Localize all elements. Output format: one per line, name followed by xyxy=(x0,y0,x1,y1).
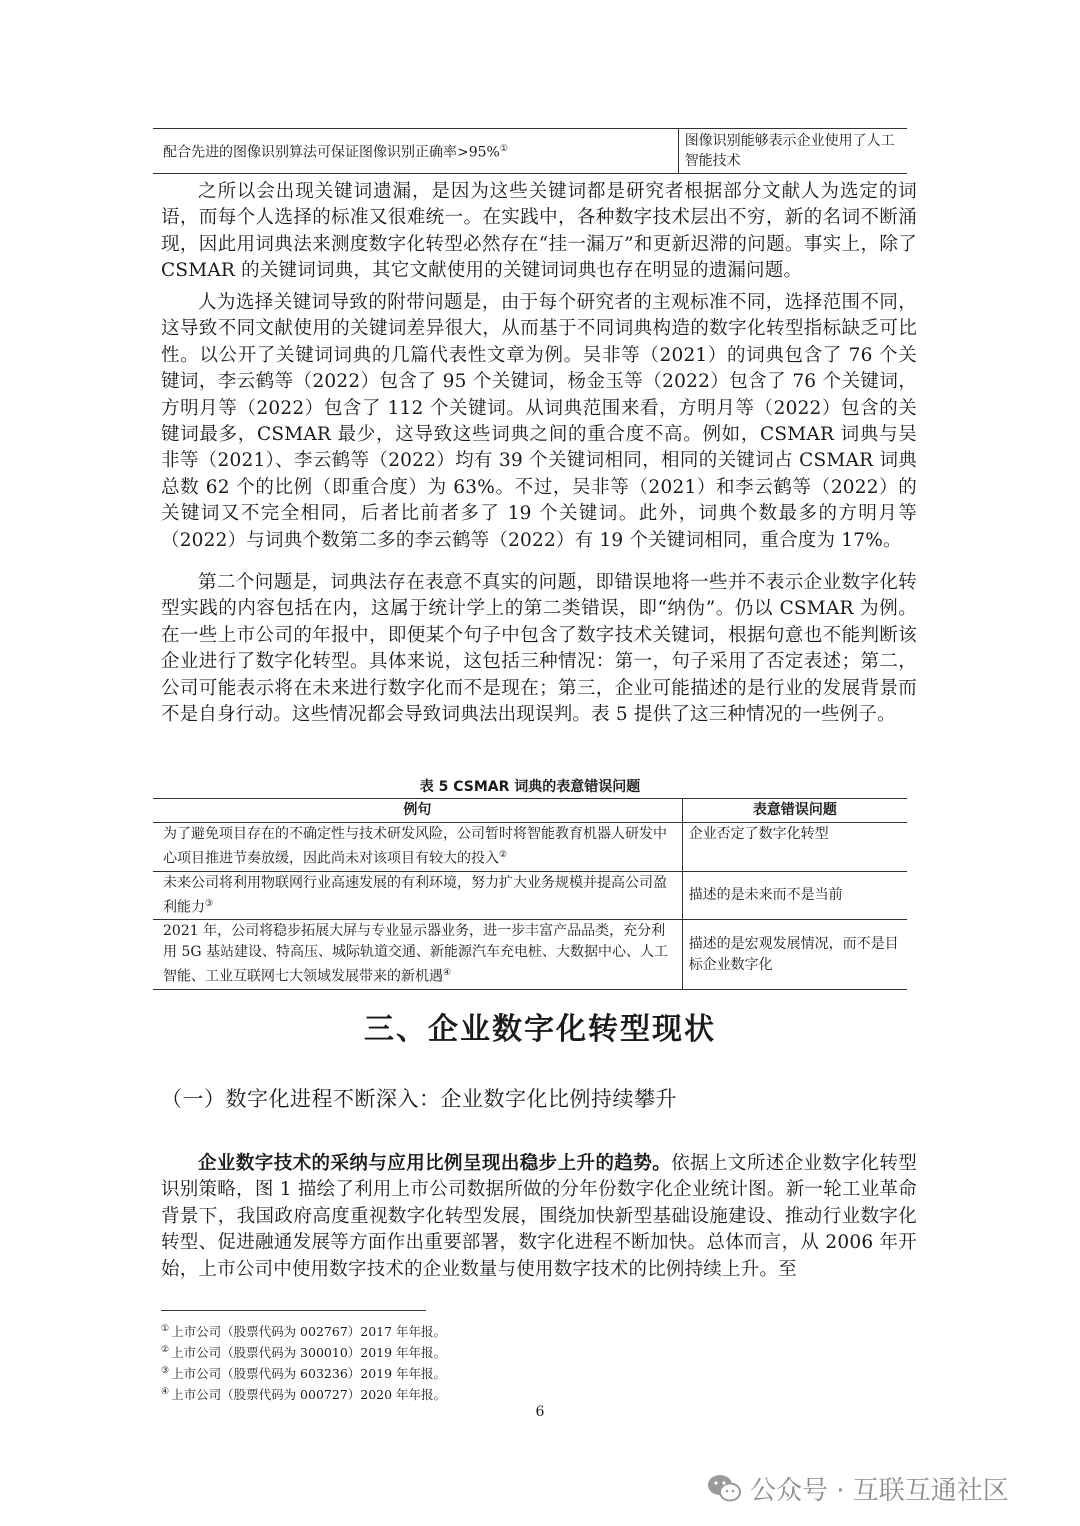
footnote-ref: ① xyxy=(499,144,508,155)
table-cell-issue: 描述的是宏观发展情况，而不是目标企业数字化 xyxy=(682,920,907,990)
footnote: ② 上市公司（股票代码为 300010）2019 年年报。 xyxy=(161,1345,447,1361)
table-cell-example: 2021 年，公司将稳步拓展大屏与专业显示器业务，进一步丰富产品品类，充分利用 5G 基站建设、特高压、城际轨道交通、新能源汽车充电桩、大数据中心、人工智能、工业互联网七大领域发展带来的新机遇④ xyxy=(153,920,682,990)
error-table xyxy=(153,798,907,990)
footnote-ref: ④ xyxy=(443,968,452,979)
table-cell-issue: 描述的是未来而不是当前 xyxy=(682,871,907,920)
table-row xyxy=(153,871,907,920)
watermark xyxy=(706,1471,1009,1505)
footnote-ref: ② xyxy=(499,850,508,860)
watermark-text: 公众号 · 互联互通社区 xyxy=(750,1475,1009,1506)
table-caption: 表 5 CSMAR 词典的表意错误问题 xyxy=(419,779,641,795)
body-paragraph: 之所以会出现关键词遗漏，是因为这些关键词都是研究者根据部分文献人为选定的词语，而每个人选择的标准又很难统一。在实践中，各种数字技术层出不穷，新的名词不断涌现，因此用词典法来测度数字化转型必然存在“挂一漏万”和更新迟滞的问题。事实上，除了 CSMAR 的关键词词典，其它文献使用的关键词词典也存在明显的遗漏问题。 xyxy=(161,181,917,282)
table-row xyxy=(153,129,907,174)
table-row xyxy=(153,920,907,990)
table-cell-example: 配合先进的图像识别算法可保证图像识别正确率>95%① xyxy=(153,129,678,174)
footnote-ref: ③ xyxy=(205,898,214,909)
table-cell-example: 未来公司将利用物联网行业高速发展的有利环境，努力扩大业务规模并提高公司盈利能力③ xyxy=(153,871,682,920)
table-cell-example: 为了避免项目存在的不确定性与技术研发风险，公司暂时将智能教育机器人研发中心项目推进节奏放缓，因此尚未对该项目有较大的投入② xyxy=(153,823,682,872)
footnote: ③ 上市公司（股票代码为 603236）2019 年年报。 xyxy=(161,1366,447,1382)
page-number: 6 xyxy=(535,1404,545,1420)
footnote: ④ 上市公司（股票代码为 000727）2020 年年报。 xyxy=(161,1387,447,1403)
body-paragraph: 人为选择关键词导致的附带问题是，由于每个研究者的主观标准不同，选择范围不同，这导致不同文献使用的关键词差异很大，从而基于不同词典构造的数字化转型指标缺乏可比性。以公开了关键词词典的几篇代表性文章为例。吴非等（2021）的词典包含了 76 个关键词，李云鹤等（2022）包含了 95 个关键词，杨金玉等（2022）包含了 76 个关键词，方明月等（2022）包含了 112 个关键词。从词典范围来看，方明月等（2022）包含的关键词最多，CSMAR 最少，这导致这些词典之间的重合度不高。例如，CSMAR 词典与吴非等（2021）、李云鹤等（2022）均有 39 个关键词相同，相同的关键词占 CSMAR 词典总数 62 个的比例（即重合度）为 63%。不过，吴非等（2021）和李云鹤等（2022）的关键词又不完全相同，后者比前者多了 19 个关键词。此外，词典个数最多的方明月等（2022）与词典个数第二多的李云鹤等（2022）有 19 个关键词相同，重合度为 17%。 xyxy=(161,292,917,551)
subsection-title: （一）数字化进程不断深入：企业数字化比例持续攀升 xyxy=(161,1087,677,1111)
table-header-issue: 表意错误问题 xyxy=(682,799,907,823)
body-paragraph: 第二个问题是，词典法存在表意不真实的问题，即错误地将一些并不表示企业数字化转型实践的内容包括在内，这属于统计学上的第二类错误，即“纳伪”。仍以 CSMAR 为例。在一些上市公司的年报中，即便某个句子中包含了数字技术关键词，根据句意也不能判断该企业进行了数字化转型。具体来说，这包括三种情况：第一，句子采用了否定表述；第二，公司可能表示将在未来进行数字化而不是现在；第三，企业可能描述的是行业的发展背景而不是自身行动。这些情况都会导致词典法出现误判。表 5 提供了这三种情况的一些例子。 xyxy=(161,572,917,726)
section-title: 三、企业数字化转型现状 xyxy=(364,1012,716,1047)
table-header-example: 例句 xyxy=(153,799,682,823)
footnote: ① 上市公司（股票代码为 002767）2017 年年报。 xyxy=(161,1324,447,1340)
table-header-row xyxy=(153,799,907,823)
body-paragraph: 企业数字技术的采纳与应用比例呈现出稳步上升的趋势。依据上文所述企业数字化转型识别策略，图 1 描绘了利用上市公司数据所做的分年份数字化企业统计图。新一轮工业革命背景下，我国政府高度重视数字化转型发展，围绕加快新型基础设施建设、推动行业数字化转型、促进融通发展等方面作出重要部署，数字化进程不断加快。总体而言，从 2006 年开始，上市公司中使用数字技术的企业数量与使用数字技术的比例持续上升。至 xyxy=(161,1153,917,1280)
lead-sentence: 企业数字技术的采纳与应用比例呈现出稳步上升的趋势。 xyxy=(198,1153,672,1174)
footnote-divider xyxy=(161,1310,426,1311)
continued-table xyxy=(153,128,907,174)
footnotes xyxy=(161,1320,446,1405)
wechat-icon xyxy=(706,1473,742,1503)
table-cell-issue: 企业否定了数字化转型 xyxy=(682,823,907,872)
table-row xyxy=(153,823,907,872)
table-cell-issue: 图像识别能够表示企业使用了人工智能技术 xyxy=(678,129,907,174)
